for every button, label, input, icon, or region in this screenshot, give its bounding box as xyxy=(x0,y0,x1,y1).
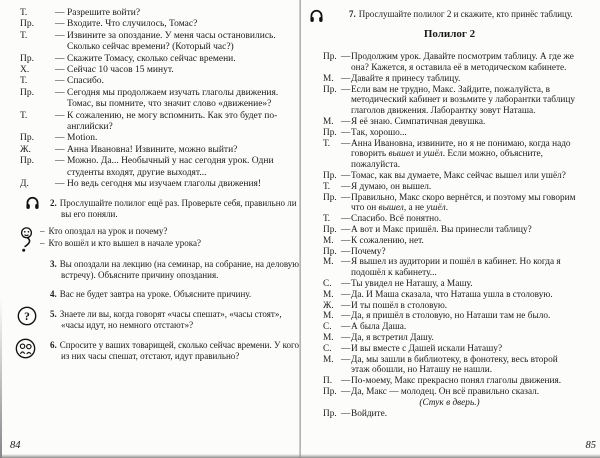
speaker-label: Ж. xyxy=(323,300,334,311)
dialogue-row xyxy=(20,179,292,190)
dialogue-text: Томас, как вы думаете, Макс сейчас вышел или ушёл? xyxy=(351,170,566,181)
dialogue-row xyxy=(20,65,292,76)
speaker-label: Т. xyxy=(20,110,28,121)
review-questions xyxy=(40,226,292,250)
dialogue-dash: — xyxy=(341,52,351,63)
stage-direction: (Стук в дверь.) xyxy=(419,397,480,408)
dialogue-row xyxy=(323,182,576,193)
dialogue-row xyxy=(20,76,292,87)
speaker-label: Х. xyxy=(20,65,30,76)
dialogue-text: А была Даша. xyxy=(351,322,407,333)
dialogue-text: К сожалению, нет. xyxy=(351,235,424,246)
dialogue-row xyxy=(323,290,576,301)
dialogue-row xyxy=(323,344,576,355)
speaker-label: Т. xyxy=(323,138,331,149)
speaker-label: С. xyxy=(323,343,332,354)
dialogue-text: Но ведь сегодня мы изучаем глаголы движения! xyxy=(67,179,262,190)
speaker-label: Пр. xyxy=(20,156,34,167)
speaker-label: Пр. xyxy=(20,53,34,64)
dialogue-row xyxy=(20,8,292,19)
left-page xyxy=(0,0,299,458)
exercise-7 xyxy=(349,9,600,20)
dialogue-row xyxy=(323,52,576,74)
dialogue-dash: — xyxy=(341,192,351,203)
speaker-label: Пр. xyxy=(20,133,34,144)
exercise-text: Спросите у ваших товарищей, сколько сейчас времени. У кого из них часы спешат, отстают, идут правильно? xyxy=(59,339,299,361)
speaker-label: М. xyxy=(323,332,334,343)
dialogue-row xyxy=(20,31,292,54)
exercise-2 xyxy=(50,198,303,220)
dialogue-dash: — xyxy=(341,235,351,246)
speaker-label: Пр. xyxy=(323,52,337,63)
dialogue-dash: — xyxy=(341,322,351,333)
dialogue-text: А вот и Макс пришёл. Вы принесли таблицу? xyxy=(351,224,532,235)
dialogue-text: Правильно, Макс скоро вернётся, и поэтому мы говорим что он вышел, а не ушёл. xyxy=(351,192,576,214)
dialogue-row xyxy=(20,156,292,179)
polylog-1-dialogue xyxy=(20,8,292,191)
dialogue-dash: — xyxy=(55,8,65,18)
speaker-label: М. xyxy=(323,116,334,127)
exercise-number: 3. xyxy=(50,258,57,269)
speaker-label: Ж. xyxy=(20,144,31,155)
dialogue-text: Входите. Что случилось, Томас? xyxy=(67,19,198,30)
speaker-label: Т. xyxy=(323,214,331,225)
page-number-84: 84 xyxy=(10,440,21,451)
dialogue-row xyxy=(20,54,292,65)
dialogue-row xyxy=(323,409,576,420)
dialogue-text: Да, я встретил Дашу. xyxy=(351,332,434,343)
dialogue-text: Скажите Томасу, сколько сейчас времени. xyxy=(67,53,236,64)
dialogue-row xyxy=(323,225,576,236)
dialogue-row xyxy=(323,322,576,333)
speaker-label: Пр. xyxy=(323,127,337,138)
speaker-label: М. xyxy=(323,311,334,322)
speaker-label: Д. xyxy=(20,179,29,190)
dialogue-row xyxy=(323,85,576,117)
dialogue-text: Я вышел из аудитории и пошёл в кабинет. Но когда я подошёл к кабинету... xyxy=(351,257,561,279)
speaker-label: Т. xyxy=(20,76,28,87)
dialogue-row xyxy=(323,355,576,377)
dialogue-text: По-моему, Макс прекрасно понял глаголы движения. xyxy=(351,376,562,387)
dialogue-row xyxy=(323,214,576,225)
dialogue-text: Если вам не трудно, Макс. Зайдите, пожалуйста, в методический кабинет и возьмите у лаборантки таблицу глаголов движения. Лаборантку зовут Наташа. xyxy=(351,84,576,117)
dialogue-text: Motion. xyxy=(67,133,98,144)
dialogue-text: Я думаю, он вышел. xyxy=(351,181,432,192)
speaker-label: Пр. xyxy=(20,87,34,98)
dialogue-text: Сегодня мы продолжаем изучать глаголы движения. Томас, вы помните, что значит слово «движение»? xyxy=(67,87,279,110)
speaker-label: М. xyxy=(323,257,334,268)
speaker-label: Пр. xyxy=(323,386,337,397)
question-circle-icon xyxy=(17,306,37,326)
dialogue-text: Почему? xyxy=(351,246,386,257)
dialogue-dash: — xyxy=(55,179,65,190)
exercise-number: 4. xyxy=(50,288,57,299)
dialogue-row xyxy=(20,19,292,30)
dialogue-row xyxy=(323,171,576,182)
exercise-5 xyxy=(24,309,303,331)
speaker-label: Т. xyxy=(323,181,331,192)
speaker-label: Пр. xyxy=(323,408,337,419)
speaker-label: Пр. xyxy=(323,246,337,257)
dialogue-text: Да. И Маша сказала, что Наташа ушла в столовую. xyxy=(351,289,553,300)
speaker-label: М. xyxy=(323,289,334,300)
dialogue-text: Сейчас 10 часов 15 минут. xyxy=(67,65,174,76)
dialogue-dash: — xyxy=(341,73,351,84)
speaker-label: П. xyxy=(323,376,333,387)
dialogue-text: Спасибо. Всё понятно. xyxy=(351,214,442,225)
question-face-icon xyxy=(18,227,35,253)
speaker-label: М. xyxy=(323,354,334,365)
dialogue-text: Спасибо. xyxy=(67,76,104,87)
dialogue-dash: — xyxy=(341,354,351,365)
dialogue-text: И вы вместе с Дашей искали Наташу? xyxy=(351,343,503,354)
dialogue-dash: — xyxy=(341,343,351,354)
right-page xyxy=(301,0,600,458)
speaker-label: М. xyxy=(323,235,334,246)
exercise-text: Вы опоздали на лекцию (на семинар, на собрание, на деловую встречу). Объясните причину опоздания. xyxy=(59,258,300,280)
question-item xyxy=(40,238,292,250)
dialogue-row xyxy=(323,74,576,85)
question-item xyxy=(40,226,292,238)
pair-work-icon xyxy=(15,338,36,359)
speaker-label: С. xyxy=(323,322,332,333)
dialogue-dash: — xyxy=(341,408,351,419)
dialogue-dash: — xyxy=(55,144,65,155)
dialogue-dash: — xyxy=(55,19,65,30)
dialogue-dash: — xyxy=(341,246,351,257)
dialogue-text: Ты увидел не Наташу, а Машу. xyxy=(351,278,473,289)
dialogue-row xyxy=(323,236,576,247)
dialogue-dash: — xyxy=(55,65,65,76)
polylog-2-dialogue xyxy=(323,52,576,419)
exercise-text: Знаете ли вы, когда говорят «часы спешат», «часы стоят», «часы идут, но немного отстают»? xyxy=(59,309,282,331)
page-number-85: 85 xyxy=(585,440,596,451)
headphones-icon xyxy=(309,8,324,24)
exercise-text: Вас не будет завтра на уроке. Объясните причину. xyxy=(59,288,252,299)
dialogue-text: К сожалению, не могу вспомнить. Как это будет по-английски? xyxy=(67,110,278,133)
exercise-number: 7. xyxy=(349,9,356,19)
speaker-label: Т. xyxy=(20,30,28,41)
dialogue-dash: — xyxy=(341,386,351,397)
dialogue-dash: — xyxy=(341,300,351,311)
dialogue-row xyxy=(20,88,292,111)
headphones-icon xyxy=(25,195,40,211)
dialogue-row xyxy=(323,279,576,290)
speaker-label: Т. xyxy=(20,8,28,18)
dialogue-text: Разрешите войти? xyxy=(67,8,141,18)
dialogue-row xyxy=(20,133,292,144)
question-dash: – xyxy=(40,225,45,236)
question-text: Кто опоздал на урок и почему? xyxy=(48,225,168,236)
speaker-label: Пр. xyxy=(323,224,337,235)
dialogue-dash: — xyxy=(341,181,351,192)
dialogue-row xyxy=(20,145,292,156)
dialogue-dash: — xyxy=(341,311,351,322)
speaker-label: Пр. xyxy=(323,84,337,95)
dialogue-text: Я её знаю. Симпатичная девушка. xyxy=(351,116,486,127)
dialogue-row xyxy=(323,333,576,344)
dialogue-dash: — xyxy=(341,257,351,268)
dialogue-text: Войдите. xyxy=(351,408,388,419)
dialogue-text: Давайте я принесу таблицу. xyxy=(351,73,461,84)
dialogue-dash: — xyxy=(55,30,65,41)
dialogue-dash: — xyxy=(341,332,351,343)
dialogue-row xyxy=(323,128,576,139)
exercise-3 xyxy=(50,259,303,281)
exercise-4 xyxy=(50,289,303,300)
exercise-text: Прослушайте полилог ещё раз. Проверьте себя, правильно ли вы его поняли. xyxy=(59,197,297,219)
dialogue-dash: — xyxy=(55,133,65,144)
dialogue-text: Да, Макс — молодец. Он всё правильно сказал. xyxy=(351,386,540,397)
dialogue-dash: — xyxy=(341,376,351,387)
dialogue-row xyxy=(323,387,576,398)
dialogue-row xyxy=(323,193,576,215)
dialogue-dash: — xyxy=(341,170,351,181)
dialogue-dash: — xyxy=(341,84,351,95)
dialogue-dash: — xyxy=(55,76,65,87)
dialogue-text: Анна Ивановна, извините, но я не понимаю, когда надо говорить вышел и ушёл. Если можно, объясните, пожалуйста. xyxy=(351,138,571,171)
dialogue-dash: — xyxy=(341,116,351,127)
dialogue-row xyxy=(323,117,576,128)
dialogue-text: И ты пошёл в столовую. xyxy=(351,300,448,311)
dialogue-text: Да, я пришёл в столовую, но Наташи там не было. xyxy=(351,311,551,322)
dialogue-row xyxy=(323,257,576,279)
dialogue-dash: — xyxy=(341,289,351,300)
speaker-label: Пр. xyxy=(20,19,34,30)
dialogue-row xyxy=(323,139,576,171)
dialogue-row xyxy=(323,376,576,387)
dialogue-row xyxy=(323,311,576,322)
dialogue-dash: — xyxy=(55,87,65,98)
exercise-text: Прослушайте полилог 2 и скажите, кто принёс таблицу. xyxy=(358,9,573,19)
dialogue-text: Продолжим урок. Давайте посмотрим таблицу. А где же она? Кажется, я оставила её в методическом кабинете. xyxy=(351,52,574,73)
dialogue-dash: — xyxy=(55,156,65,167)
speaker-label: Пр. xyxy=(323,170,337,181)
dialogue-dash: — xyxy=(55,110,65,121)
exercise-number: 5. xyxy=(50,309,57,320)
question-dash: – xyxy=(40,237,45,248)
dialogue-dash: — xyxy=(341,138,351,149)
dialogue-text: Анна Ивановна! Извините, можно выйти? xyxy=(67,144,238,155)
dialogue-text: Так, хорошо... xyxy=(351,127,407,138)
exercise-number: 6. xyxy=(50,339,57,350)
polylog-2-title: Полилог 2 xyxy=(423,28,476,41)
dialogue-row xyxy=(323,247,576,258)
speaker-label: М. xyxy=(323,73,334,84)
dialogue-dash: — xyxy=(341,224,351,235)
dialogue-dash: — xyxy=(55,53,65,64)
svg-text:?: ? xyxy=(24,311,30,324)
dialogue-row xyxy=(323,301,576,312)
dialogue-text: Да, мы зашли в библиотеку, в фонотеку, весь второй этаж обошли, но Наташу не нашли. xyxy=(351,354,558,376)
dialogue-dash: — xyxy=(341,214,351,225)
dialogue-text: Извините за опоздание. У меня часы остановились. Сколько сейчас времени? (Который час?) xyxy=(67,30,276,53)
dialogue-row xyxy=(20,111,292,134)
question-text: Кто вошёл и кто вышел в начале урока? xyxy=(48,237,201,248)
speaker-label: Пр. xyxy=(323,192,337,203)
speaker-label: С. xyxy=(323,278,332,289)
exercise-number: 2. xyxy=(50,197,57,208)
dialogue-dash: — xyxy=(341,127,351,138)
exercise-6 xyxy=(50,340,303,362)
dialogue-text: Можно. Да... Необычный у нас сегодня урок. Одни студенты входят, другие выходят... xyxy=(67,156,274,178)
dialogue-dash: — xyxy=(341,278,351,289)
